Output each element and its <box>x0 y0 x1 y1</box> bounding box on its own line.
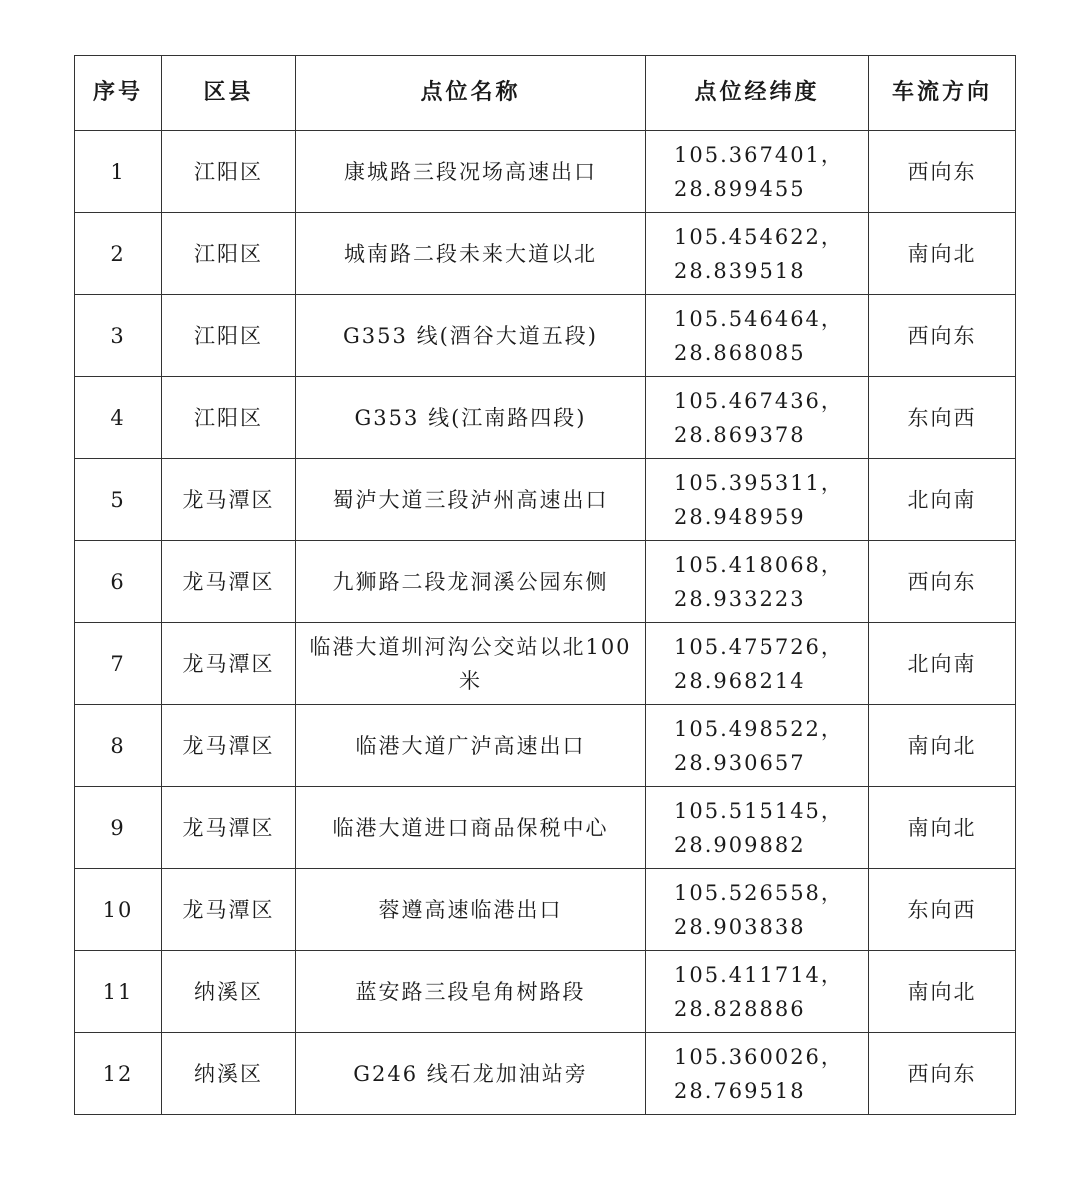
cell-coordinates <box>646 541 869 623</box>
cell-district: 龙马潭区 <box>162 705 296 787</box>
longitude: 105.367401， <box>674 142 844 167</box>
cell-direction: 西向东 <box>869 131 1016 213</box>
header-no: 序号 <box>75 56 162 131</box>
cell-coordinates <box>646 213 869 295</box>
cell-direction: 西向东 <box>869 1033 1016 1115</box>
cell-direction: 南向北 <box>869 213 1016 295</box>
cell-coordinates <box>646 623 869 705</box>
cell-point-name: G353 线(酒谷大道五段) <box>296 295 646 377</box>
longitude: 105.395311， <box>674 470 844 495</box>
table-row <box>75 459 1016 541</box>
cell-coordinates <box>646 131 869 213</box>
cell-no: 4 <box>75 377 162 459</box>
cell-point-name: 临港大道进口商品保税中心 <box>296 787 646 869</box>
cell-direction: 北向南 <box>869 459 1016 541</box>
table-row <box>75 951 1016 1033</box>
cell-district: 龙马潭区 <box>162 787 296 869</box>
latitude: 28.930657 <box>674 750 806 775</box>
table-row <box>75 377 1016 459</box>
cell-coordinates <box>646 1033 869 1115</box>
latitude: 28.828886 <box>674 996 806 1021</box>
cell-no: 12 <box>75 1033 162 1115</box>
cell-point-name: 蓝安路三段皂角树路段 <box>296 951 646 1033</box>
longitude: 105.418068， <box>674 552 844 577</box>
header-district: 区县 <box>162 56 296 131</box>
longitude: 105.411714， <box>674 962 844 987</box>
cell-coordinates <box>646 787 869 869</box>
cell-district: 江阳区 <box>162 295 296 377</box>
cell-direction: 南向北 <box>869 787 1016 869</box>
cell-no: 1 <box>75 131 162 213</box>
cell-point-name: 临港大道广泸高速出口 <box>296 705 646 787</box>
cell-district: 江阳区 <box>162 377 296 459</box>
cell-direction: 东向西 <box>869 869 1016 951</box>
cell-no: 5 <box>75 459 162 541</box>
cell-district: 龙马潭区 <box>162 869 296 951</box>
cell-no: 7 <box>75 623 162 705</box>
latitude: 28.868085 <box>674 340 806 365</box>
longitude: 105.498522， <box>674 716 844 741</box>
latitude: 28.899455 <box>674 176 806 201</box>
cell-direction: 东向西 <box>869 377 1016 459</box>
table-row <box>75 1033 1016 1115</box>
cell-coordinates <box>646 295 869 377</box>
latitude: 28.769518 <box>674 1078 806 1103</box>
cell-point-name: G246 线石龙加油站旁 <box>296 1033 646 1115</box>
latitude: 28.869378 <box>674 422 806 447</box>
cell-district: 龙马潭区 <box>162 623 296 705</box>
longitude: 105.360026， <box>674 1044 844 1069</box>
table-row <box>75 705 1016 787</box>
cell-no: 3 <box>75 295 162 377</box>
latitude: 28.903838 <box>674 914 806 939</box>
cell-direction: 北向南 <box>869 623 1016 705</box>
cell-coordinates <box>646 869 869 951</box>
latitude: 28.948959 <box>674 504 806 529</box>
table-row <box>75 869 1016 951</box>
cell-no: 9 <box>75 787 162 869</box>
longitude: 105.475726， <box>674 634 844 659</box>
header-coordinates: 点位经纬度 <box>646 56 869 131</box>
table-body <box>75 131 1016 1115</box>
cell-point-name: 临港大道圳河沟公交站以北100 米 <box>296 623 646 705</box>
cell-district: 纳溪区 <box>162 1033 296 1115</box>
cell-point-name: 康城路三段况场高速出口 <box>296 131 646 213</box>
header-point-name: 点位名称 <box>296 56 646 131</box>
table-row <box>75 623 1016 705</box>
longitude: 105.454622， <box>674 224 844 249</box>
cell-coordinates <box>646 705 869 787</box>
table-row <box>75 541 1016 623</box>
header-row <box>75 56 1016 131</box>
cell-district: 江阳区 <box>162 131 296 213</box>
cell-direction: 南向北 <box>869 705 1016 787</box>
cell-district: 龙马潭区 <box>162 459 296 541</box>
table-row <box>75 295 1016 377</box>
latitude: 28.909882 <box>674 832 806 857</box>
table-row <box>75 787 1016 869</box>
cell-coordinates <box>646 377 869 459</box>
latitude: 28.933223 <box>674 586 806 611</box>
cell-point-name: 城南路二段未来大道以北 <box>296 213 646 295</box>
cell-coordinates <box>646 459 869 541</box>
cell-point-name: 蓉遵高速临港出口 <box>296 869 646 951</box>
latitude: 28.968214 <box>674 668 806 693</box>
longitude: 105.546464， <box>674 306 844 331</box>
monitoring-points-table <box>74 55 1016 1115</box>
cell-direction: 西向东 <box>869 541 1016 623</box>
cell-no: 10 <box>75 869 162 951</box>
table-row <box>75 213 1016 295</box>
cell-no: 11 <box>75 951 162 1033</box>
cell-district: 纳溪区 <box>162 951 296 1033</box>
cell-no: 2 <box>75 213 162 295</box>
cell-coordinates <box>646 951 869 1033</box>
cell-point-name: 九狮路二段龙洞溪公园东侧 <box>296 541 646 623</box>
longitude: 105.526558， <box>674 880 844 905</box>
cell-direction: 西向东 <box>869 295 1016 377</box>
header-traffic-direction: 车流方向 <box>869 56 1016 131</box>
cell-district: 龙马潭区 <box>162 541 296 623</box>
longitude: 105.467436， <box>674 388 844 413</box>
cell-point-name: G353 线(江南路四段) <box>296 377 646 459</box>
latitude: 28.839518 <box>674 258 806 283</box>
cell-district: 江阳区 <box>162 213 296 295</box>
cell-point-name: 蜀泸大道三段泸州高速出口 <box>296 459 646 541</box>
longitude: 105.515145， <box>674 798 844 823</box>
cell-direction: 南向北 <box>869 951 1016 1033</box>
table-header <box>75 56 1016 131</box>
table-row <box>75 131 1016 213</box>
cell-no: 6 <box>75 541 162 623</box>
cell-no: 8 <box>75 705 162 787</box>
